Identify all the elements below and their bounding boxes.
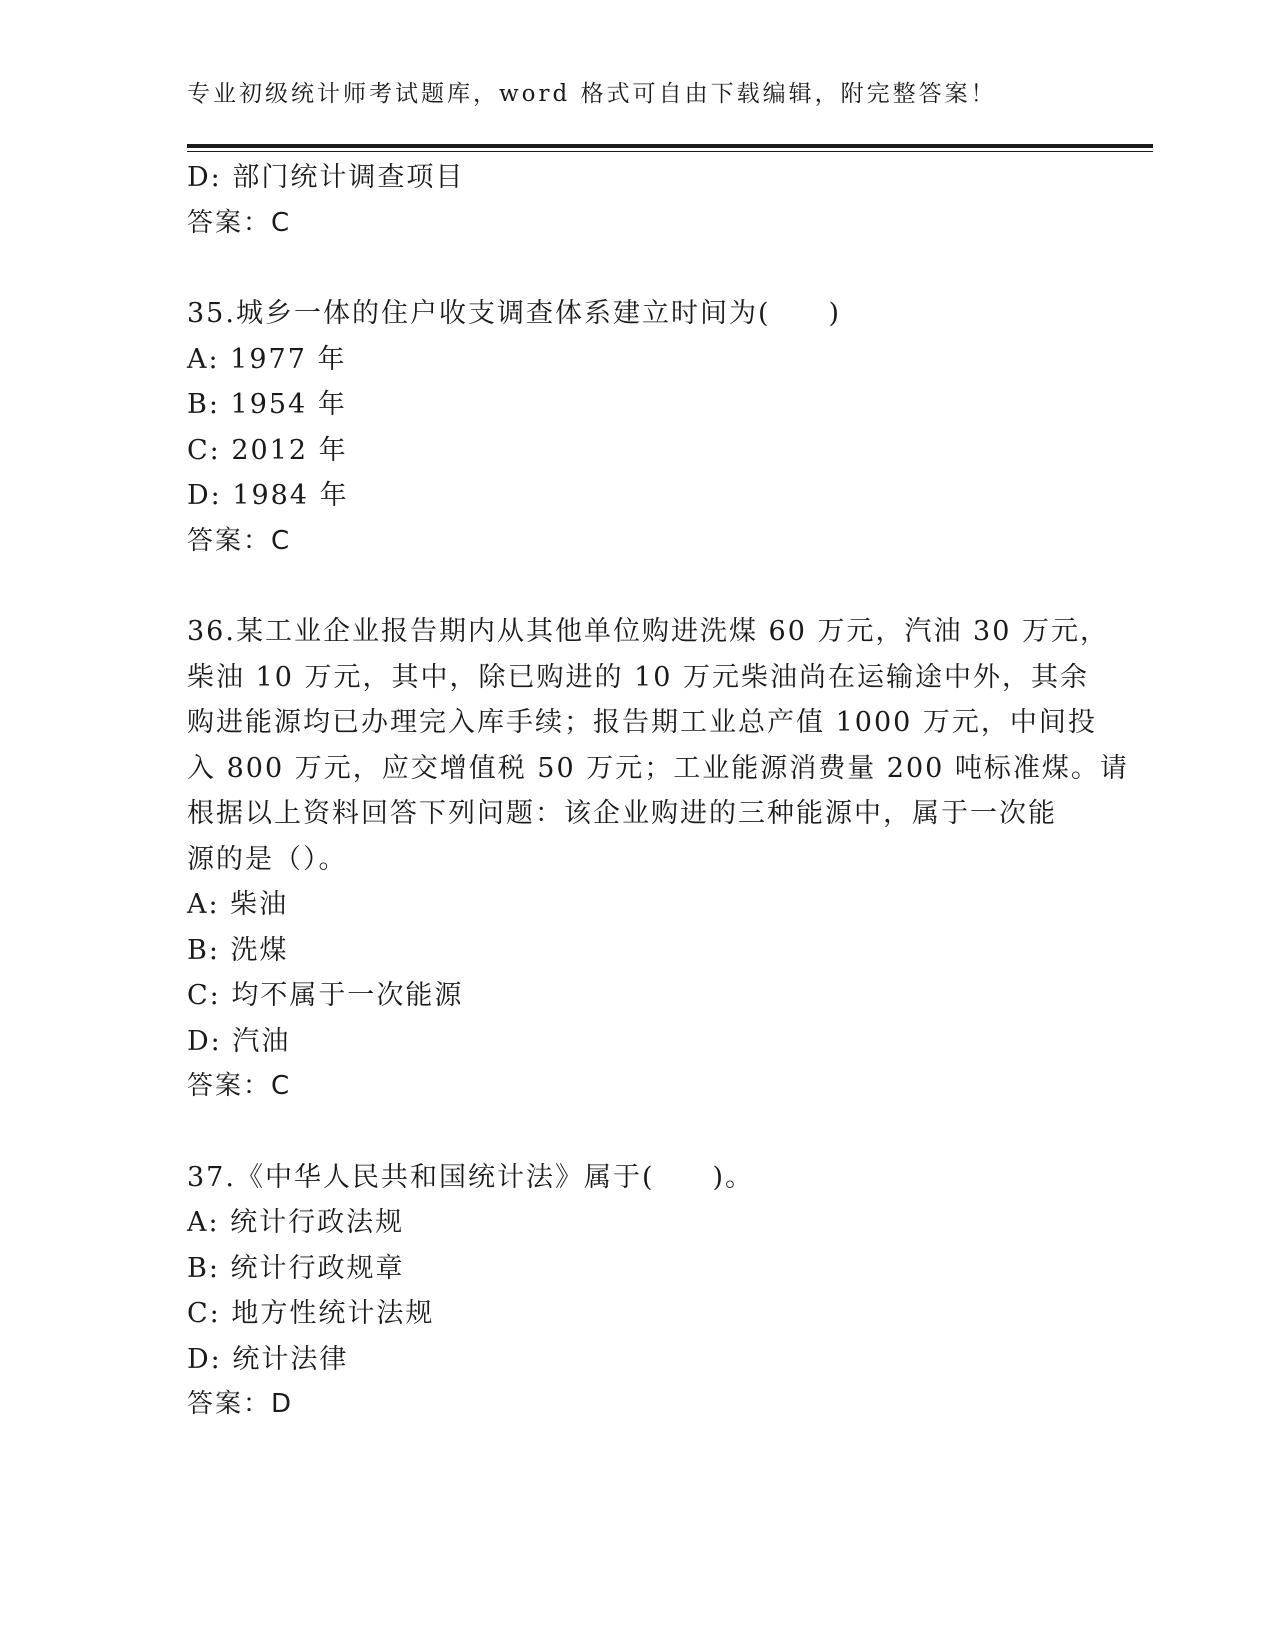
- q36-stem-line: 购进能源均已办理完入库手续；报告期工业总产值 1000 万元，中间投: [187, 707, 1097, 738]
- q35-option-d: D: 1984 年: [187, 480, 349, 511]
- q35-option-c: C: 2012 年: [187, 434, 348, 466]
- q36-stem-line: 入 800 万元，应交增值税 50 万元；工业能源消费量 200 吨标准煤。请: [187, 752, 1129, 784]
- q35-stem: 35.城乡一体的住户收支调查体系建立时间为( ): [187, 298, 842, 329]
- header-rule-thin: [187, 151, 1153, 152]
- q36-stem-line: 源的是（）。: [187, 843, 348, 875]
- spacer: [187, 246, 1087, 291]
- q36-option-a: A: 柴油: [187, 889, 289, 920]
- q36-stem-line: 柴油 10 万元，其中，除已购进的 10 万元柴油尚在运输途中外，其余: [187, 661, 1090, 693]
- question-content: [187, 155, 1129, 1428]
- spacer: [187, 564, 1087, 609]
- q37-answer: 答案：D: [187, 1389, 294, 1419]
- q37-option-b: B: 统计行政规章: [187, 1252, 405, 1284]
- page-header: 专业初级统计师考试题库，word 格式可自由下载编辑，附完整答案！: [187, 81, 997, 107]
- q36-option-c: C: 均不属于一次能源: [187, 980, 464, 1011]
- q36-answer: 答案：C: [187, 1071, 292, 1101]
- q34-option-d: D: 部门统计调查项目: [187, 162, 465, 193]
- q35-answer: 答案：C: [187, 525, 292, 556]
- q36-option-d: D: 汽油: [187, 1025, 291, 1057]
- q34-answer: 答案：C: [187, 207, 292, 238]
- header-rule-thick: [187, 144, 1153, 148]
- q37-option-c: C: 地方性统计法规: [187, 1298, 435, 1329]
- q37-option-a: A: 统计行政法规: [187, 1207, 405, 1238]
- q36-option-b: B: 洗煤: [187, 934, 289, 966]
- q37-stem: 37.《中华人民共和国统计法》属于( )。: [187, 1161, 755, 1193]
- q35-option-b: B: 1954 年: [187, 389, 347, 420]
- q35-option-a: A: 1977 年: [187, 343, 347, 375]
- q37-option-d: D: 统计法律: [187, 1343, 349, 1375]
- q36-stem: [187, 609, 1129, 882]
- q36-stem-line: 根据以上资料回答下列问题：该企业购进的三种能源中，属于一次能: [187, 798, 1057, 829]
- q36-stem-line: 36.某工业企业报告期内从其他单位购进洗煤 60 万元，汽油 30 万元，: [187, 616, 1109, 647]
- spacer: [187, 1110, 1087, 1155]
